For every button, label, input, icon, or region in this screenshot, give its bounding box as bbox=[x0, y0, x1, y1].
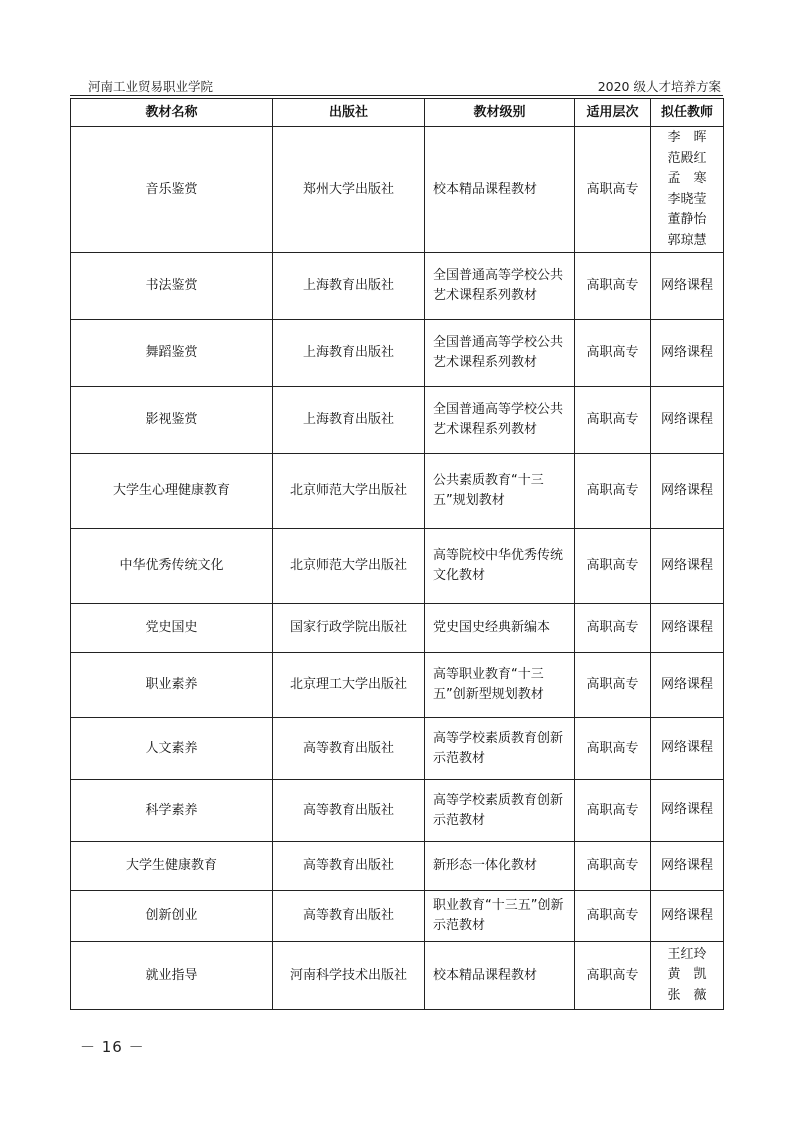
teacher-name: 张 薇 bbox=[667, 987, 707, 1003]
cell-teacher bbox=[651, 454, 724, 529]
table-row bbox=[71, 942, 724, 1010]
cell-scope: 高职高专 bbox=[575, 780, 651, 842]
table-row bbox=[71, 387, 724, 454]
header-rule bbox=[70, 95, 723, 96]
teacher-name: 网络课程 bbox=[660, 482, 713, 498]
cell-publisher: 北京师范大学出版社 bbox=[273, 529, 425, 604]
cell-publisher: 高等教育出版社 bbox=[273, 842, 425, 891]
cell-teacher bbox=[651, 891, 724, 942]
textbook-table bbox=[70, 98, 724, 1010]
cell-level: 全国普通高等学校公共艺术课程系列教材 bbox=[425, 387, 575, 454]
cell-publisher: 上海教育出版社 bbox=[273, 253, 425, 320]
teacher-name: 范殿红 bbox=[667, 150, 707, 166]
header-school-name: 河南工业贸易职业学院 bbox=[88, 79, 214, 94]
table-row bbox=[71, 653, 724, 718]
cell-teacher bbox=[651, 253, 724, 320]
teacher-name: 网络课程 bbox=[660, 676, 713, 692]
cell-level: 全国普通高等学校公共艺术课程系列教材 bbox=[425, 253, 575, 320]
header-doc-title: 2020 级人才培养方案 bbox=[597, 79, 721, 94]
table-row bbox=[71, 253, 724, 320]
cell-teacher bbox=[651, 780, 724, 842]
cell-publisher: 郑州大学出版社 bbox=[273, 127, 425, 253]
cell-textbook-name: 就业指导 bbox=[71, 942, 273, 1010]
cell-teacher bbox=[651, 842, 724, 891]
cell-textbook-name: 舞蹈鉴赏 bbox=[71, 320, 273, 387]
cell-scope: 高职高专 bbox=[575, 387, 651, 454]
cell-textbook-name: 创新创业 bbox=[71, 891, 273, 942]
cell-scope: 高职高专 bbox=[575, 320, 651, 387]
cell-level: 校本精品课程教材 bbox=[425, 127, 575, 253]
cell-publisher: 上海教育出版社 bbox=[273, 387, 425, 454]
table-row bbox=[71, 718, 724, 780]
cell-scope: 高职高专 bbox=[575, 604, 651, 653]
cell-scope: 高职高专 bbox=[575, 529, 651, 604]
cell-teacher bbox=[651, 529, 724, 604]
cell-publisher: 北京师范大学出版社 bbox=[273, 454, 425, 529]
teacher-name: 网络课程 bbox=[660, 557, 713, 573]
table-header-row bbox=[71, 99, 724, 127]
cell-level: 高等院校中华优秀传统文化教材 bbox=[425, 529, 575, 604]
teacher-name: 网络课程 bbox=[660, 277, 713, 293]
table-row bbox=[71, 320, 724, 387]
cell-textbook-name: 大学生心理健康教育 bbox=[71, 454, 273, 529]
teacher-name: 网络课程 bbox=[660, 344, 713, 360]
teacher-name: 黄 凯 bbox=[667, 967, 707, 983]
cell-level: 高等学校素质教育创新示范教材 bbox=[425, 718, 575, 780]
cell-level: 全国普通高等学校公共艺术课程系列教材 bbox=[425, 320, 575, 387]
teacher-name: 网络课程 bbox=[660, 411, 713, 427]
cell-textbook-name: 科学素养 bbox=[71, 780, 273, 842]
col-header-scope: 适用层次 bbox=[575, 99, 651, 127]
cell-publisher: 北京理工大学出版社 bbox=[273, 653, 425, 718]
teacher-name: 网络课程 bbox=[660, 907, 713, 923]
cell-textbook-name: 影视鉴赏 bbox=[71, 387, 273, 454]
teacher-name: 网络课程 bbox=[660, 857, 713, 873]
col-header-name: 教材名称 bbox=[71, 99, 273, 127]
cell-scope: 高职高专 bbox=[575, 454, 651, 529]
teacher-name: 郭琼慧 bbox=[667, 232, 707, 248]
teacher-name: 网络课程 bbox=[660, 619, 713, 635]
table-row bbox=[71, 780, 724, 842]
col-header-publisher: 出版社 bbox=[273, 99, 425, 127]
cell-level: 高等学校素质教育创新示范教材 bbox=[425, 780, 575, 842]
cell-teacher bbox=[651, 653, 724, 718]
cell-textbook-name: 音乐鉴赏 bbox=[71, 127, 273, 253]
table-row bbox=[71, 891, 724, 942]
cell-level: 公共素质教育“十三五”规划教材 bbox=[425, 454, 575, 529]
cell-teacher bbox=[651, 718, 724, 780]
table-row bbox=[71, 842, 724, 891]
teacher-name: 孟 寒 bbox=[667, 171, 707, 186]
cell-scope: 高职高专 bbox=[575, 891, 651, 942]
cell-textbook-name: 职业素养 bbox=[71, 653, 273, 718]
cell-teacher bbox=[651, 320, 724, 387]
cell-publisher: 国家行政学院出版社 bbox=[273, 604, 425, 653]
teacher-name: 董静怡 bbox=[667, 212, 707, 227]
cell-publisher: 高等教育出版社 bbox=[273, 891, 425, 942]
cell-level: 高等职业教育“十三五”创新型规划教材 bbox=[425, 653, 575, 718]
cell-scope: 高职高专 bbox=[575, 718, 651, 780]
cell-publisher: 高等教育出版社 bbox=[273, 780, 425, 842]
cell-publisher: 高等教育出版社 bbox=[273, 718, 425, 780]
col-header-teacher: 拟任教师 bbox=[651, 99, 724, 127]
cell-scope: 高职高专 bbox=[575, 253, 651, 320]
teacher-name: 网络课程 bbox=[660, 802, 713, 818]
teacher-name: 网络课程 bbox=[660, 740, 713, 756]
page-number: － 16 － bbox=[80, 1038, 145, 1056]
cell-level: 党史国史经典新编本 bbox=[425, 604, 575, 653]
cell-level: 职业教育“十三五”创新示范教材 bbox=[425, 891, 575, 942]
page-header bbox=[88, 77, 721, 95]
teacher-name: 李 晖 bbox=[667, 130, 707, 145]
cell-teacher bbox=[651, 387, 724, 454]
cell-textbook-name: 人文素养 bbox=[71, 718, 273, 780]
cell-textbook-name: 书法鉴赏 bbox=[71, 253, 273, 320]
cell-textbook-name: 大学生健康教育 bbox=[71, 842, 273, 891]
cell-textbook-name: 党史国史 bbox=[71, 604, 273, 653]
cell-level: 校本精品课程教材 bbox=[425, 942, 575, 1010]
cell-teacher bbox=[651, 127, 724, 253]
table-body bbox=[71, 127, 724, 1010]
table-row bbox=[71, 529, 724, 604]
cell-scope: 高职高专 bbox=[575, 127, 651, 253]
table-row bbox=[71, 604, 724, 653]
cell-publisher: 河南科学技术出版社 bbox=[273, 942, 425, 1010]
cell-teacher bbox=[651, 942, 724, 1010]
cell-textbook-name: 中华优秀传统文化 bbox=[71, 529, 273, 604]
cell-scope: 高职高专 bbox=[575, 842, 651, 891]
col-header-level: 教材级别 bbox=[425, 99, 575, 127]
teacher-name: 李晓莹 bbox=[667, 191, 707, 207]
cell-publisher: 上海教育出版社 bbox=[273, 320, 425, 387]
table-row bbox=[71, 454, 724, 529]
cell-scope: 高职高专 bbox=[575, 653, 651, 718]
cell-level: 新形态一体化教材 bbox=[425, 842, 575, 891]
cell-scope: 高职高专 bbox=[575, 942, 651, 1010]
cell-teacher bbox=[651, 604, 724, 653]
teacher-name: 王红玲 bbox=[667, 946, 707, 962]
table-row bbox=[71, 127, 724, 253]
